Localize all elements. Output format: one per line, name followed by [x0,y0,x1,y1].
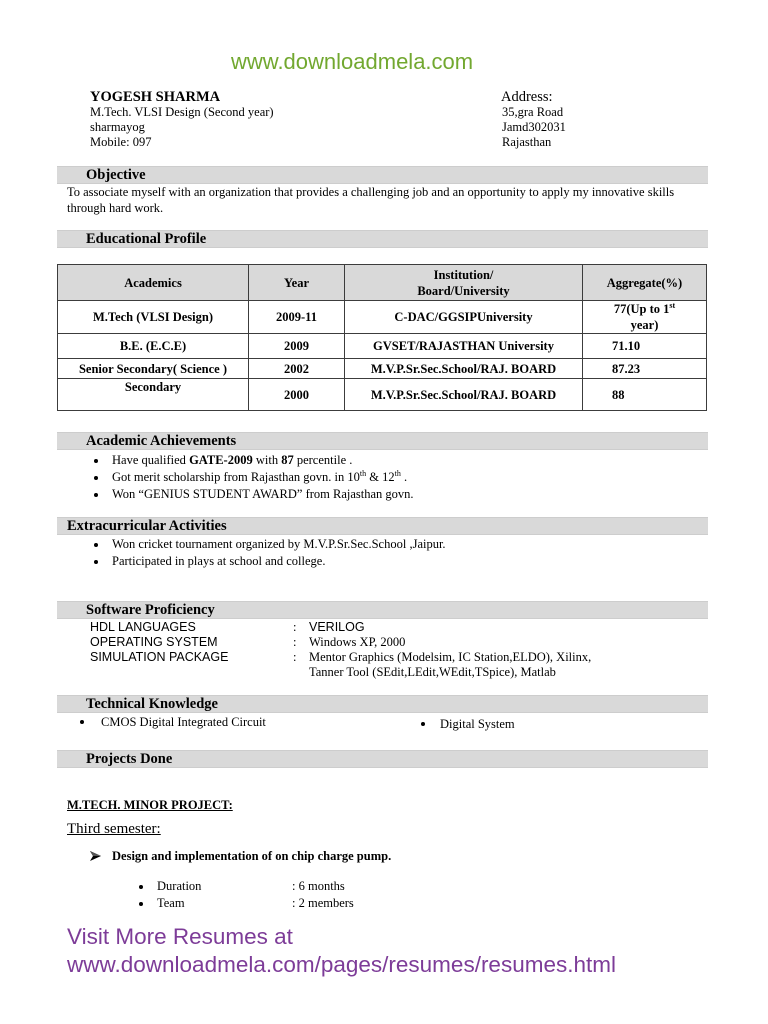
education-table [57,264,707,411]
item-text: with [252,453,282,467]
list-item [79,714,266,730]
section-bar-achievements [57,432,708,450]
aggregate-line2: year) [630,318,659,332]
item-superscript: th [394,469,401,478]
arrowhead-icon [90,851,101,861]
cell-year: 2000 [249,379,345,411]
section-title-education: Educational Profile [86,231,207,247]
item-text: Have qualified [112,453,190,467]
candidate-username: sharmayog [90,120,145,134]
software-value-line: Tanner Tool (SEdit,LEdit,WEdit,TSpice), Matlab [309,665,556,679]
cell-aggregate [583,301,707,334]
table-header-row [58,265,707,301]
cell-academics: M.Tech (VLSI Design) [58,301,249,334]
software-label: SIMULATION PACKAGE [90,650,229,664]
candidate-name: YOGESH SHARMA [90,89,221,105]
address-label: Address: [501,89,553,105]
header-aggregate: Aggregate(%) [583,265,707,301]
header-institution [345,265,583,301]
cell-institution: M.V.P.Sr.Sec.School/RAJ. BOARD [345,379,583,411]
software-separator: : [293,650,297,664]
bullet-icon [94,543,98,547]
list-item [420,716,515,732]
section-bar-objective [57,166,708,184]
bullet-icon [94,493,98,497]
software-value: VERILOG [309,620,365,634]
cell-aggregate: 87.23 [583,359,707,379]
section-title-projects: Projects Done [86,751,173,767]
item-text: Got merit scholarship from Rajasthan govn. in 10 [112,470,360,484]
address-line: 35,gra Road [502,105,564,119]
bullet-icon [139,902,143,906]
list-item [93,469,414,486]
cell-institution: GVSET/RAJASTHAN University [345,334,583,359]
cell-institution: C-DAC/GGSIPUniversity [345,301,583,334]
item-bold: 87 [281,453,294,467]
candidate-mobile: Mobile: 097 [90,135,152,149]
bullet-icon [80,720,84,724]
item-text: . [400,470,408,484]
technical-item [420,716,515,732]
footer-line1: Visit More Resumes at [67,924,293,949]
table-row [58,379,707,411]
objective-line: To associate myself with an organization that provides a challenging job and an opportunity to apply my innovative skills [67,185,675,199]
item-text: Won “GENIUS STUDENT AWARD” from Rajasthan govn. [112,487,414,501]
item-text: CMOS Digital Integrated Circuit [101,715,266,729]
software-value [309,650,591,680]
section-title-extracurricular: Extracurricular Activities [67,518,227,534]
address-block [501,89,566,150]
cell-year: 2009-11 [249,301,345,334]
section-bar-projects [57,750,708,768]
header-institution-line2: Board/University [417,283,510,298]
section-bar-education [57,230,708,248]
bullet-icon [94,476,98,480]
item-text: Won cricket tournament organized by M.V.P.Sr.Sec.School ,Jaipur. [112,537,446,551]
header-year: Year [249,265,345,301]
cell-academics: Senior Secondary( Science ) [58,359,249,379]
cell-year: 2002 [249,359,345,379]
table-row [58,301,707,334]
detail-label: Duration [157,879,202,893]
detail-label: Team [157,896,185,910]
header-institution-line1: Institution/ [433,267,494,282]
project-category-heading: M.TECH. MINOR PROJECT: [67,798,233,812]
candidate-degree: M.Tech. VLSI Design (Second year) [90,105,274,119]
address-line: Rajasthan [502,135,552,149]
software-value: Windows XP, 2000 [309,635,406,649]
list-item [93,452,414,469]
software-value-line: Mentor Graphics (Modelsim, IC Station,ELDO), Xilinx, [309,650,592,664]
section-title-technical: Technical Knowledge [86,696,218,712]
item-bold: GATE-2009 [189,453,253,467]
cell-year: 2009 [249,334,345,359]
list-item [93,486,414,503]
item-superscript: th [359,469,367,478]
detail-value: : 2 members [292,896,354,910]
achievements-list [93,452,414,503]
bullet-icon [94,560,98,564]
project-semester: Third semester: [67,821,161,837]
objective-line: through hard work. [67,201,164,215]
software-label: HDL LANGUAGES [90,620,196,634]
cell-aggregate: 71.10 [583,334,707,359]
list-item [93,553,446,570]
item-text: Participated in plays at school and college. [112,554,326,568]
item-text: & 12 [366,470,395,484]
aggregate-superscript: st [669,301,676,310]
header-academics: Academics [58,265,249,301]
section-title-software: Software Proficiency [86,602,215,618]
section-title-objective: Objective [86,167,146,183]
aggregate-line1 [587,301,702,317]
item-text: percentile . [293,453,353,467]
aggregate-value: 77(Up to 1 [613,302,670,316]
table-row [58,334,707,359]
footer-url: www.downloadmela.com/pages/resumes/resumes.html [67,952,616,977]
software-label: OPERATING SYSTEM [90,635,218,649]
cell-aggregate: 88 [583,379,707,411]
project-title-row [90,848,391,864]
cell-academics: Secondary [58,379,249,411]
extracurricular-list [93,536,446,570]
section-bar-technical [57,695,708,713]
bullet-icon [421,722,425,726]
detail-value: : 6 months [292,879,345,893]
technical-item [79,714,266,730]
site-url-header: www.downloadmela.com [231,49,474,74]
address-line: Jamd302031 [502,120,566,134]
software-separator: : [293,635,297,649]
list-item [93,536,446,553]
section-bar-extracurricular [57,517,708,535]
cell-institution: M.V.P.Sr.Sec.School/RAJ. BOARD [345,359,583,379]
candidate-info [90,89,274,150]
objective-text [67,184,674,216]
software-separator: : [293,620,297,634]
project-title: Design and implementation of on chip charge pump. [112,849,392,863]
bullet-icon [94,459,98,463]
cell-academics: B.E. (E.C.E) [58,334,249,359]
section-title-achievements: Academic Achievements [86,433,237,449]
bullet-icon [139,885,143,889]
item-text: Digital System [440,717,515,731]
footer-promo [67,923,616,979]
table-row [58,359,707,379]
section-bar-software [57,601,708,619]
